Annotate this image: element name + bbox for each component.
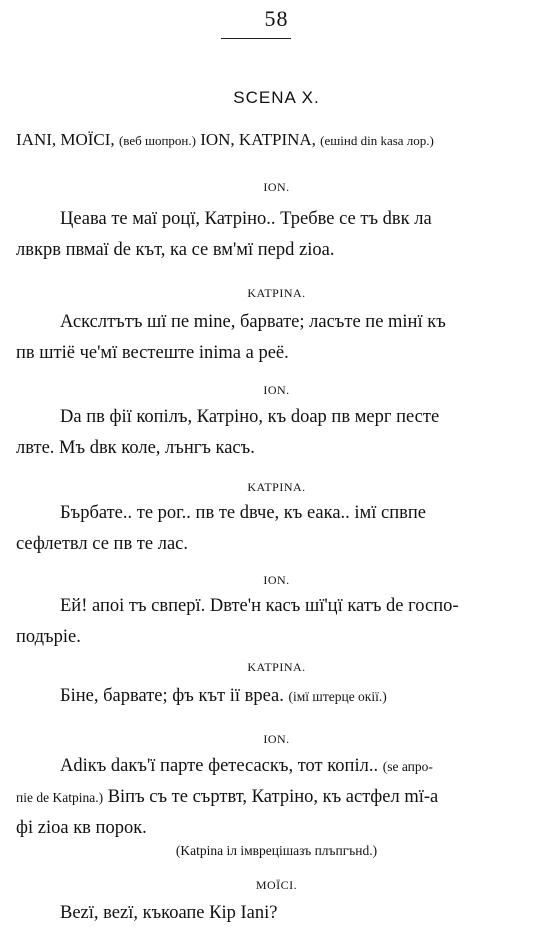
speech-text: Біне, барвате; фъ кът ії вреа. — [60, 686, 284, 706]
speech-line: Бърбате.. те рог.. пв те dвче, къ еака.. імї спвпе — [60, 503, 426, 523]
speaker-name: MOÏCI. — [255, 878, 298, 892]
speaker-name: ION. — [263, 180, 290, 194]
speech-line: фі zіоа кв порок. — [16, 818, 147, 838]
page-number: 58 — [264, 6, 289, 31]
speech-text: Adікъ dакъ'ї парте фетесаскъ, тот копіл.. — [60, 756, 379, 776]
speech-line: Ей! апоі тъ свперї. Dвте'н касъ шї'цї катъ de госпо- — [60, 596, 459, 616]
speech-line: лвкрв пвмаї de кът, ка се вм'мї перd zіоа. — [16, 240, 335, 260]
cast-names-2: ION, KATPINA, — [200, 130, 316, 149]
speech-block — [16, 498, 539, 560]
speaker-name: ION. — [263, 383, 290, 397]
speech-line: Da пв фії копілъ, Катріно, къ doap пв мерг песте — [60, 407, 440, 427]
speaker-name: KATPINA. — [247, 286, 306, 300]
speech-block — [16, 751, 539, 844]
stage-direction: (Katpina іл імврецішазъ плъпгънd.) — [175, 843, 378, 858]
speaker-name: KATPINA. — [247, 660, 306, 674]
speech-line: Аскслтътъ шї пе mine, барвате; ласъте пе miнї къ — [60, 312, 446, 332]
speech-block — [16, 402, 539, 464]
cast-stage-direction-2: (ешінd din kasa лор.) — [320, 133, 434, 148]
cast-stage-direction-1: (веб шопрон.) — [118, 133, 196, 148]
speech-line — [16, 681, 539, 712]
speech-line: сефлетвл се пв те лас. — [16, 534, 189, 554]
stage-direction: піе de Katpina.) — [16, 790, 104, 805]
speech-line: Цеава те маї роцї, Катріно.. Требве се тъ dвк ла — [60, 209, 432, 229]
speech-line: пв штіё че'мї вестеште inima а реё. — [16, 343, 289, 363]
scene-title: SCENA X. — [233, 88, 320, 107]
speech-line: лвте. Мъ dвк коле, лънгъ касъ. — [16, 438, 255, 458]
speech-block — [16, 307, 539, 369]
speech-block — [16, 898, 539, 929]
speech-block — [16, 591, 539, 653]
speech-block — [16, 204, 539, 266]
speech-block — [16, 681, 539, 712]
speech-line — [16, 782, 539, 813]
speaker-name: KATPINA. — [247, 480, 306, 494]
speech-line: Веzї, веzї, къкоапе Кір Іаnі? — [60, 903, 278, 923]
stage-direction: (se апро- — [382, 759, 433, 774]
speech-line — [16, 751, 539, 782]
speech-line: подъріе. — [16, 627, 81, 647]
speaker-name: ION. — [263, 732, 290, 746]
stage-direction: (імї штерце окії.) — [288, 689, 387, 704]
speaker-name: ION. — [263, 573, 290, 587]
cast-names-1: IANI, MOÏCI, — [16, 130, 115, 149]
cast-list — [16, 130, 539, 150]
page-number-rule — [221, 38, 291, 39]
speech-text: Віпъ съ те съртвт, Катріно, къ астфел mї-а — [107, 787, 439, 807]
